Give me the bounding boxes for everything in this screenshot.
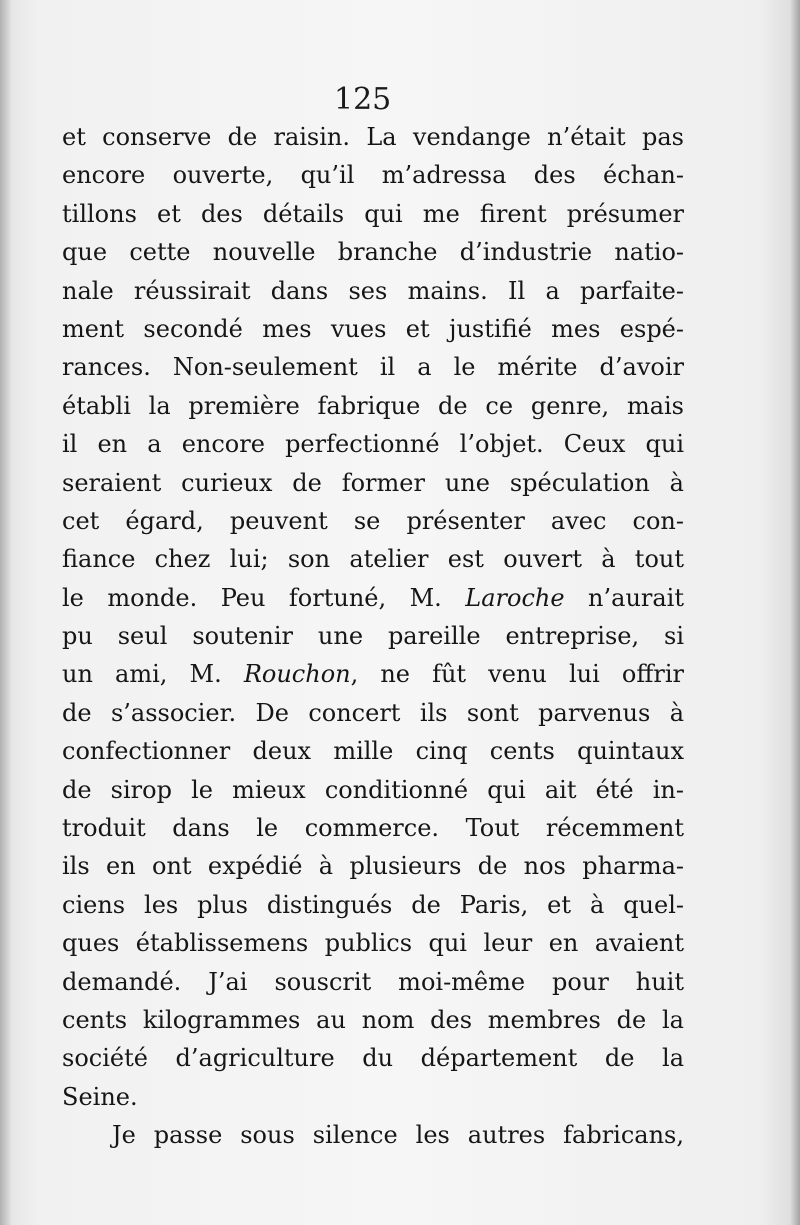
text-line: société d’agriculture du département de la xyxy=(62,1044,684,1073)
text-line: ciens les plus distingués de Paris, et à quel- xyxy=(62,890,684,919)
text-line: un ami, M. Rouchon, ne fût venu lui offrir xyxy=(62,660,684,689)
text-line: seraient curieux de former une spéculation à xyxy=(62,468,684,497)
text-line: ils en ont expédié à plusieurs de nos pharma- xyxy=(62,852,684,881)
text-line: que cette nouvelle branche d’industrie natio- xyxy=(62,238,684,267)
text-line: et conserve de raisin. La vendange n’était pas xyxy=(62,123,684,151)
paragraph-start-line: Je passe sous silence les autres fabricans, xyxy=(112,1121,684,1150)
body-text xyxy=(62,118,684,1155)
text-line: de s’associer. De concert ils sont parvenus à xyxy=(62,698,684,727)
text-line: pu seul soutenir une pareille entreprise, si xyxy=(62,622,684,651)
proper-name: Rouchon xyxy=(243,660,351,689)
text-line: encore ouverte, qu’il m’adressa des échan- xyxy=(62,161,684,190)
text-line: cet égard, peuvent se présenter avec con- xyxy=(62,506,684,535)
text-line: il en a encore perfectionné l’objet. Ceux qui xyxy=(62,430,684,459)
edge-shadow xyxy=(790,0,800,1225)
text-line: de sirop le mieux conditionné qui ait été in- xyxy=(62,775,684,804)
text-line: confectionner deux mille cinq cents quintaux xyxy=(62,737,684,766)
proper-name: Laroche xyxy=(465,583,565,612)
text-line: ment secondé mes vues et justifié mes espé- xyxy=(62,314,684,343)
page-number: 125 xyxy=(334,82,392,117)
text-line: ques établissemens publics qui leur en avaient xyxy=(62,929,684,958)
gutter-shadow xyxy=(0,0,12,1225)
text-line: cents kilogrammes au nom des membres de la xyxy=(62,1005,684,1034)
text-line: demandé. J’ai souscrit moi-même pour huit xyxy=(62,967,684,996)
text-line: Seine. xyxy=(62,1082,138,1111)
text-line: établi la première fabrique de ce genre, mais xyxy=(62,391,684,420)
text-line: nale réussirait dans ses mains. Il a parfaite- xyxy=(62,276,684,305)
text-line: tillons et des détails qui me firent présumer xyxy=(62,199,684,228)
text-line: fiance chez lui; son atelier est ouvert à tout xyxy=(62,545,684,574)
text-line: troduit dans le commerce. Tout récemment xyxy=(62,814,684,843)
text-line: le monde. Peu fortuné, M. Laroche n’aurait xyxy=(62,583,684,612)
text-line: rances. Non-seulement il a le mérite d’avoir xyxy=(62,353,684,382)
